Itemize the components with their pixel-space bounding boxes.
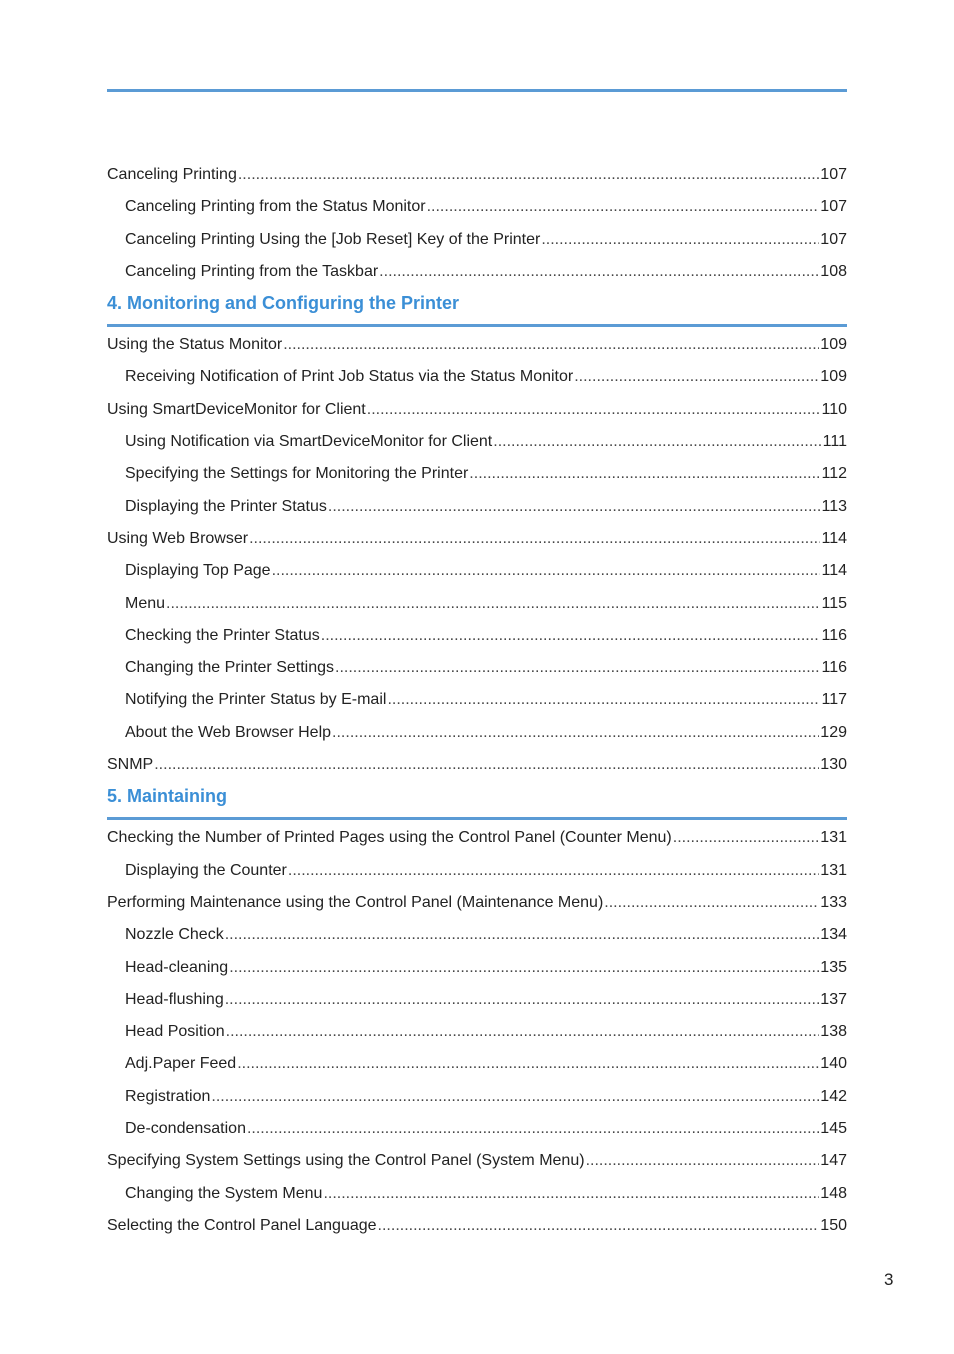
toc-entry-title: Menu (125, 594, 166, 612)
toc-subentry[interactable] (107, 984, 847, 1016)
toc-entry-page: 111 (822, 433, 847, 451)
toc-entry-title: Changing the Printer Settings (125, 659, 335, 677)
dot-leader (226, 1016, 820, 1048)
toc-subentry[interactable] (107, 256, 847, 288)
toc-entry-page: 112 (821, 465, 847, 483)
toc-subentry[interactable] (107, 224, 847, 256)
dot-leader (586, 1145, 820, 1177)
toc-entry-page: 110 (821, 400, 847, 418)
toc-entry-title: SNMP (107, 756, 154, 774)
dot-leader (367, 394, 821, 426)
toc-subentry[interactable] (107, 555, 847, 587)
toc-subentry[interactable] (107, 684, 847, 716)
dot-leader (673, 822, 820, 854)
toc-entry-title: Checking the Printer Status (125, 626, 320, 644)
toc-entry-page: 138 (820, 1023, 847, 1041)
toc-entry-page: 107 (820, 198, 847, 216)
toc-subentry[interactable] (107, 652, 847, 684)
dot-leader (166, 588, 820, 620)
dot-leader (379, 256, 819, 288)
toc-entry-title: Performing Maintenance using the Control Panel (Maintenance Menu) (107, 893, 604, 911)
toc-entry-page: 114 (821, 562, 847, 580)
toc-entry-title: Head-cleaning (125, 958, 229, 976)
toc-entry-page: 115 (821, 594, 847, 612)
toc-entry-page: 148 (820, 1184, 847, 1202)
toc-subentry[interactable] (107, 717, 847, 749)
toc-entry-page: 142 (820, 1087, 847, 1105)
toc-entry[interactable] (107, 887, 847, 919)
toc-entry-title: Specifying System Settings using the Control Panel (System Menu) (107, 1152, 585, 1170)
toc-entry[interactable] (107, 1210, 847, 1242)
toc-entry-page: 147 (820, 1152, 847, 1170)
toc-entry-title: Canceling Printing Using the [Job Reset] Key of the Printer (125, 230, 541, 248)
dot-leader (328, 491, 821, 523)
toc-entry-title: Canceling Printing from the Taskbar (125, 262, 379, 280)
toc-entry-title: Receiving Notification of Print Job Status via the Status Monitor (125, 368, 574, 386)
dot-leader (335, 652, 820, 684)
toc-subentry[interactable] (107, 919, 847, 951)
toc-entry-title: Adj.Paper Feed (125, 1055, 237, 1073)
toc-entry[interactable] (107, 523, 847, 555)
dot-leader (225, 984, 820, 1016)
toc-subentry[interactable] (107, 855, 847, 887)
toc-subentry[interactable] (107, 1081, 847, 1113)
toc-entry[interactable] (107, 394, 847, 426)
toc-entry-title: Displaying the Counter (125, 861, 287, 879)
toc-entry-title: Canceling Printing (107, 166, 237, 183)
toc-entry-page: 145 (820, 1120, 847, 1138)
toc-entry-page: 130 (820, 756, 847, 774)
toc-entry-title: Checking the Number of Printed Pages using the Control Panel (Counter Menu) (107, 829, 672, 847)
toc-entry-page: 131 (820, 829, 847, 847)
dot-leader (272, 555, 821, 587)
toc-entry-title: Displaying Top Page (125, 562, 271, 580)
toc-entry-title: Displaying the Printer Status (125, 497, 327, 515)
dot-leader (238, 159, 819, 191)
toc-subentry[interactable] (107, 1048, 847, 1080)
dot-leader (237, 1048, 819, 1080)
section-heading-maintaining[interactable]: 5. Maintaining (107, 781, 847, 820)
toc-entry-page: 134 (820, 926, 847, 944)
toc-subentry[interactable] (107, 952, 847, 984)
dot-leader (574, 361, 819, 393)
toc-entry-title: Nozzle Check (125, 926, 224, 944)
toc-subentry[interactable] (107, 491, 847, 523)
toc-entry[interactable] (107, 329, 847, 361)
toc-entry[interactable] (107, 822, 847, 854)
toc-entry-page: 137 (820, 990, 847, 1008)
dot-leader (154, 749, 819, 781)
toc-entry-title: Using Notification via SmartDeviceMonitor for Client (125, 433, 493, 451)
dot-leader (288, 855, 819, 887)
toc-entry-title: Notifying the Printer Status by E-mail (125, 691, 387, 709)
top-rule (107, 89, 847, 92)
toc-subentry[interactable] (107, 1016, 847, 1048)
toc-entry-page: 116 (821, 659, 847, 677)
toc-entry-page: 117 (821, 691, 847, 709)
toc-entry-title: Registration (125, 1087, 211, 1105)
toc-entry-title: Selecting the Control Panel Language (107, 1216, 377, 1234)
toc-entry-page: 107 (820, 230, 847, 248)
toc-entry-title: Changing the System Menu (125, 1184, 323, 1202)
dot-leader (604, 887, 819, 919)
toc-entry[interactable] (107, 159, 847, 191)
dot-leader (249, 523, 820, 555)
section-heading-monitoring[interactable]: 4. Monitoring and Configuring the Printer (107, 288, 847, 327)
dot-leader (283, 329, 819, 361)
dot-leader (211, 1081, 819, 1113)
dot-leader (493, 426, 821, 458)
toc-entry[interactable] (107, 749, 847, 781)
toc-entry-title: Canceling Printing from the Status Monitor (125, 198, 426, 216)
toc-entry-page: 135 (820, 958, 847, 976)
dot-leader (427, 191, 820, 223)
toc-subentry[interactable] (107, 191, 847, 223)
toc-entry-title: Head-flushing (125, 990, 224, 1008)
dot-leader (332, 717, 819, 749)
toc-entry-title: Using SmartDeviceMonitor for Client (107, 400, 366, 418)
toc-entry-title: Using the Status Monitor (107, 336, 283, 354)
toc-entry-page: 133 (820, 893, 847, 911)
dot-leader (229, 952, 819, 984)
dot-leader (387, 684, 820, 716)
toc-entry-title: Specifying the Settings for Monitoring the Printer (125, 465, 469, 483)
page-number: 3 (884, 1270, 894, 1289)
toc-subentry[interactable] (107, 458, 847, 490)
table-of-contents (107, 159, 847, 1242)
toc-subentry[interactable] (107, 588, 847, 620)
dot-leader (378, 1210, 820, 1242)
toc-entry[interactable] (107, 1145, 847, 1177)
toc-entry-page: 150 (820, 1216, 847, 1234)
toc-subentry[interactable] (107, 1113, 847, 1145)
dot-leader (225, 919, 820, 951)
toc-entry-page: 114 (821, 529, 847, 547)
toc-entry-title: About the Web Browser Help (125, 723, 332, 741)
toc-entry-page: 116 (821, 626, 847, 644)
toc-entry-page: 129 (820, 723, 847, 741)
toc-entry-page: 140 (820, 1055, 847, 1073)
dot-leader (469, 458, 820, 490)
toc-entry-page: 109 (820, 368, 847, 386)
toc-subentry[interactable] (107, 361, 847, 393)
toc-entry-page: 113 (821, 497, 847, 515)
toc-entry-page: 131 (820, 861, 847, 879)
dot-leader (323, 1178, 819, 1210)
toc-entry-title: Using Web Browser (107, 529, 249, 547)
dot-leader (321, 620, 821, 652)
toc-entry-page: 107 (820, 166, 847, 183)
toc-subentry[interactable] (107, 620, 847, 652)
toc-entry-title: Head Position (125, 1023, 225, 1041)
dot-leader (541, 224, 819, 256)
dot-leader (247, 1113, 819, 1145)
toc-subentry[interactable] (107, 426, 847, 458)
toc-subentry[interactable] (107, 1178, 847, 1210)
toc-entry-page: 108 (820, 262, 847, 280)
toc-entry-page: 109 (820, 336, 847, 354)
toc-entry-title: De-condensation (125, 1120, 246, 1138)
